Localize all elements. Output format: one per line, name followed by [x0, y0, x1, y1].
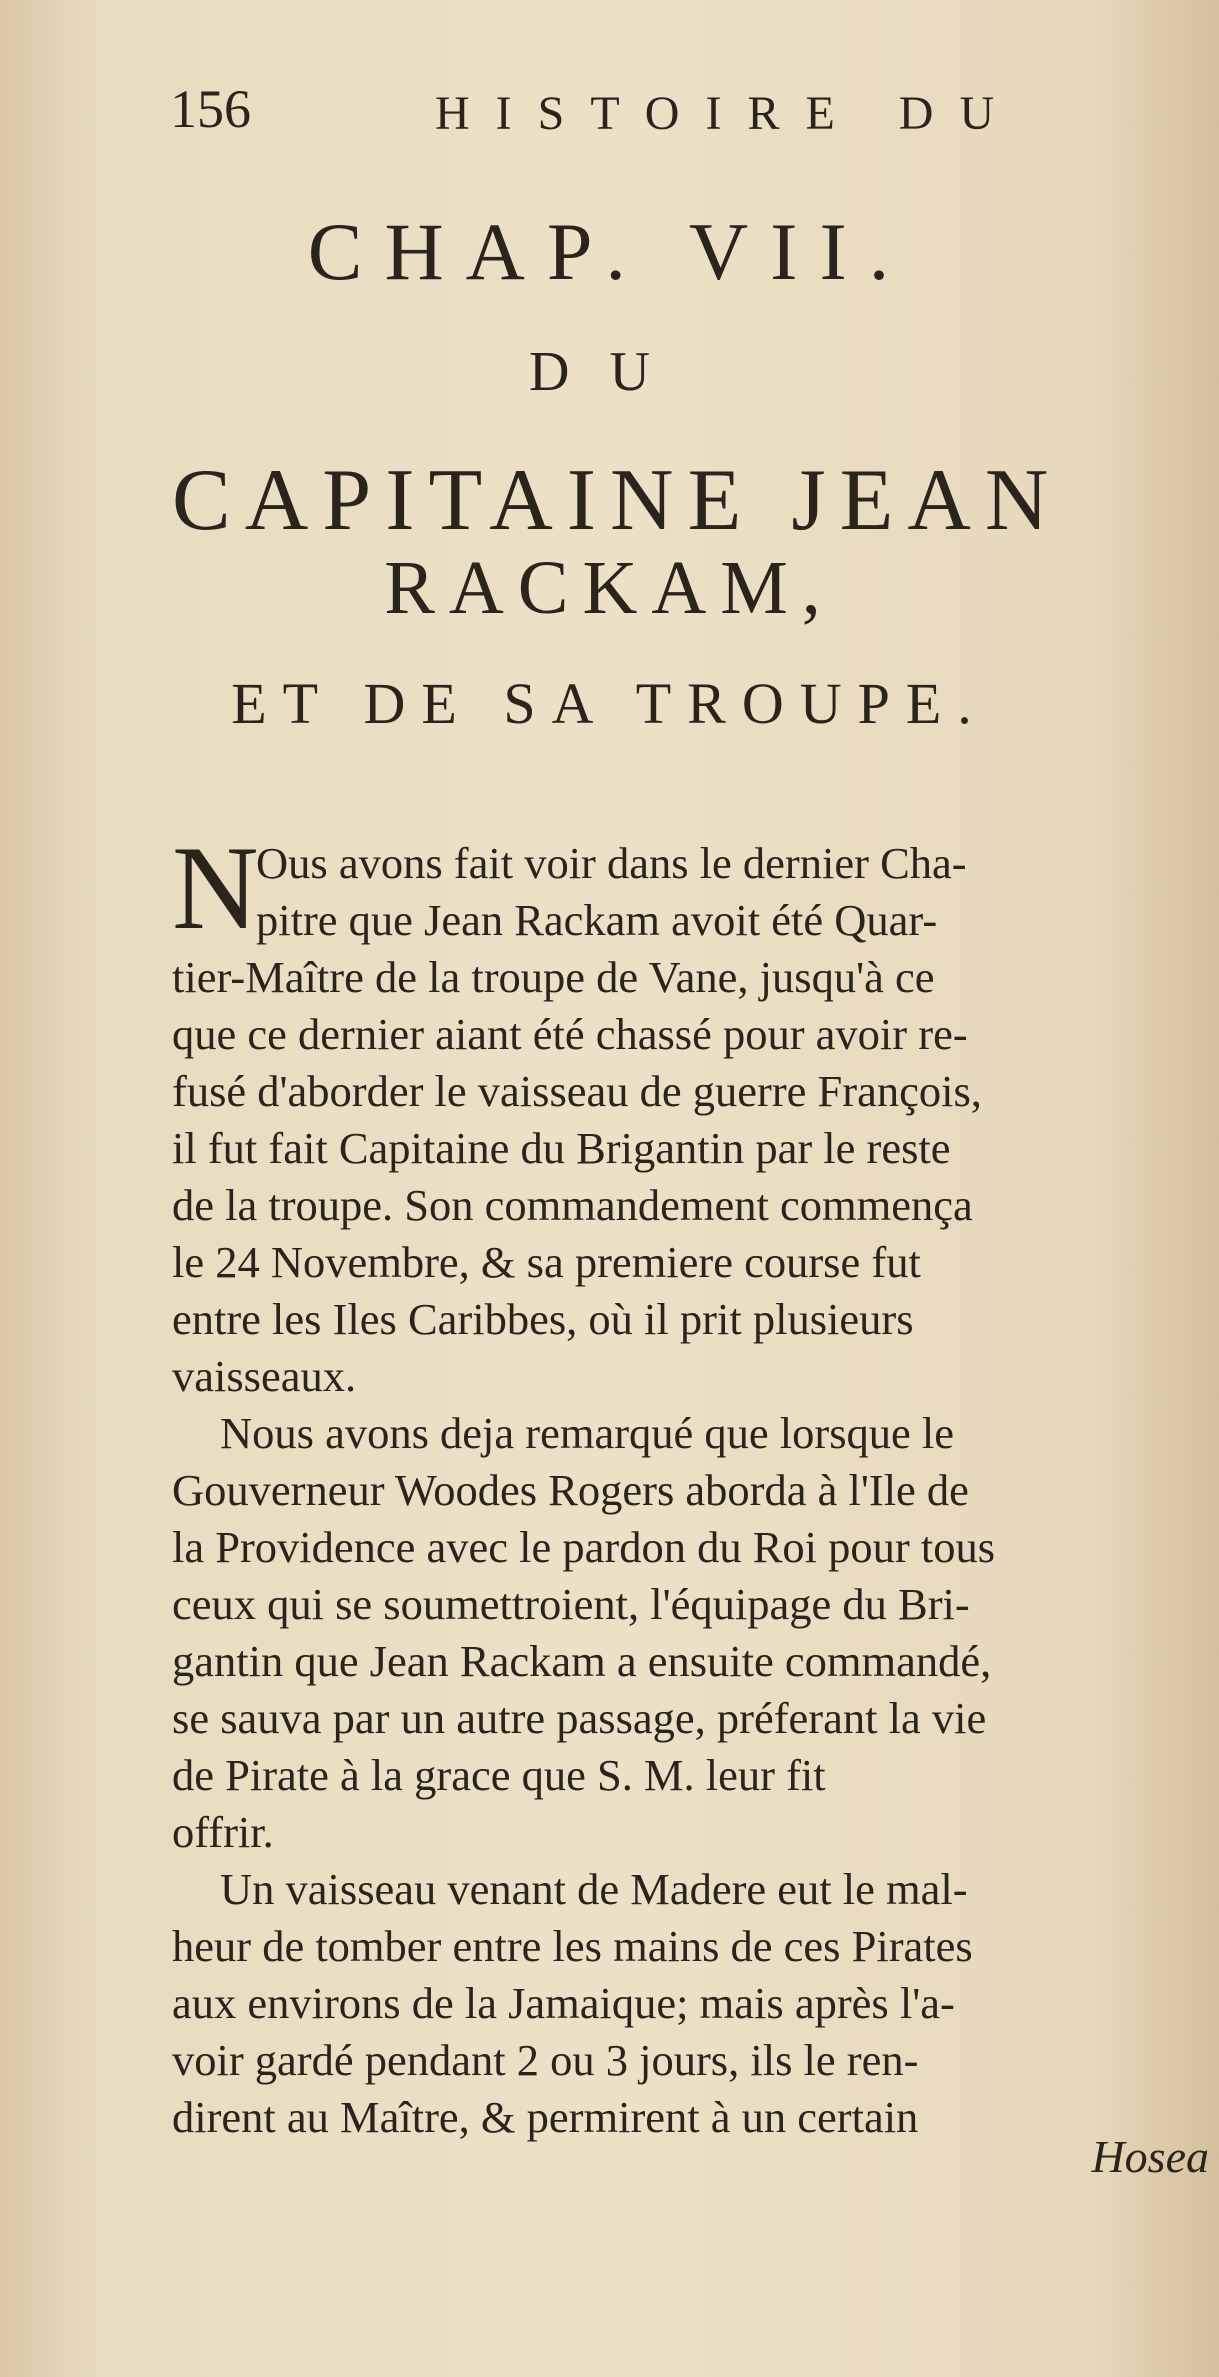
chapter-du: DU [529, 341, 690, 403]
text-line: Nous avons deja remarqué que lorsque le [220, 1408, 955, 1458]
text-line: entre les Iles Caribbes, où il prit plusieurs [172, 1294, 914, 1344]
text-line: que ce dernier aiant été chassé pour avoir re- [172, 1009, 968, 1059]
running-head: HISTOIRE DU [435, 87, 1021, 140]
catchword: Hosea [1091, 2131, 1209, 2182]
chapter-subtitle: ET DE SA TROUPE. [231, 671, 988, 736]
text-line: pitre que Jean Rackam avoit été Quar- [256, 895, 938, 945]
text-line: le 24 Novembre, & sa premiere course fut [172, 1237, 921, 1287]
body-text [172, 835, 1212, 2146]
chapter-title-line-1: CAPITAINE JEAN [172, 452, 1063, 549]
text-line: de la troupe. Son commandement commença [172, 1180, 973, 1230]
text-line: vaisseaux. [172, 1351, 357, 1401]
chapter-heading: CHAP. VII. [307, 206, 912, 297]
text-line: la Providence avec le pardon du Roi pour tous [172, 1522, 996, 1572]
text-line: de Pirate à la grace que S. M. leur fit [172, 1750, 826, 1800]
text-line: gantin que Jean Rackam a ensuite commandé, [172, 1636, 992, 1686]
text-line: Un vaisseau venant de Madere eut le mal- [220, 1864, 968, 1914]
page-number: 156 [170, 79, 251, 139]
chapter-title-line-2: RACKAM, [384, 546, 835, 630]
text-line: fusé d'aborder le vaisseau de guerre François, [172, 1066, 982, 1116]
text-line: tier-Maître de la troupe de Vane, jusqu'à ce [172, 952, 935, 1002]
page-header [170, 78, 1070, 158]
text-line: offrir. [172, 1807, 274, 1857]
text-line: voir gardé pendant 2 ou 3 jours, ils le ren- [172, 2035, 919, 2085]
text-line: il fut fait Capitaine du Brigantin par le reste [172, 1123, 951, 1173]
text-line: heur de tomber entre les mains de ces Pirates [172, 1921, 973, 1971]
drop-cap: N [172, 821, 259, 954]
text-line: Ous avons fait voir dans le dernier Cha- [256, 838, 967, 888]
text-line: ceux qui se soumettroient, l'équipage du Bri- [172, 1579, 970, 1629]
text-line: aux environs de la Jamaique; mais après l'a- [172, 1978, 955, 2028]
text-line: Gouverneur Woodes Rogers aborda à l'Ile de [172, 1465, 969, 1515]
text-line: dirent au Maître, & permirent à un certain [172, 2092, 919, 2142]
text-line: se sauva par un autre passage, préferant la vie [172, 1693, 987, 1743]
